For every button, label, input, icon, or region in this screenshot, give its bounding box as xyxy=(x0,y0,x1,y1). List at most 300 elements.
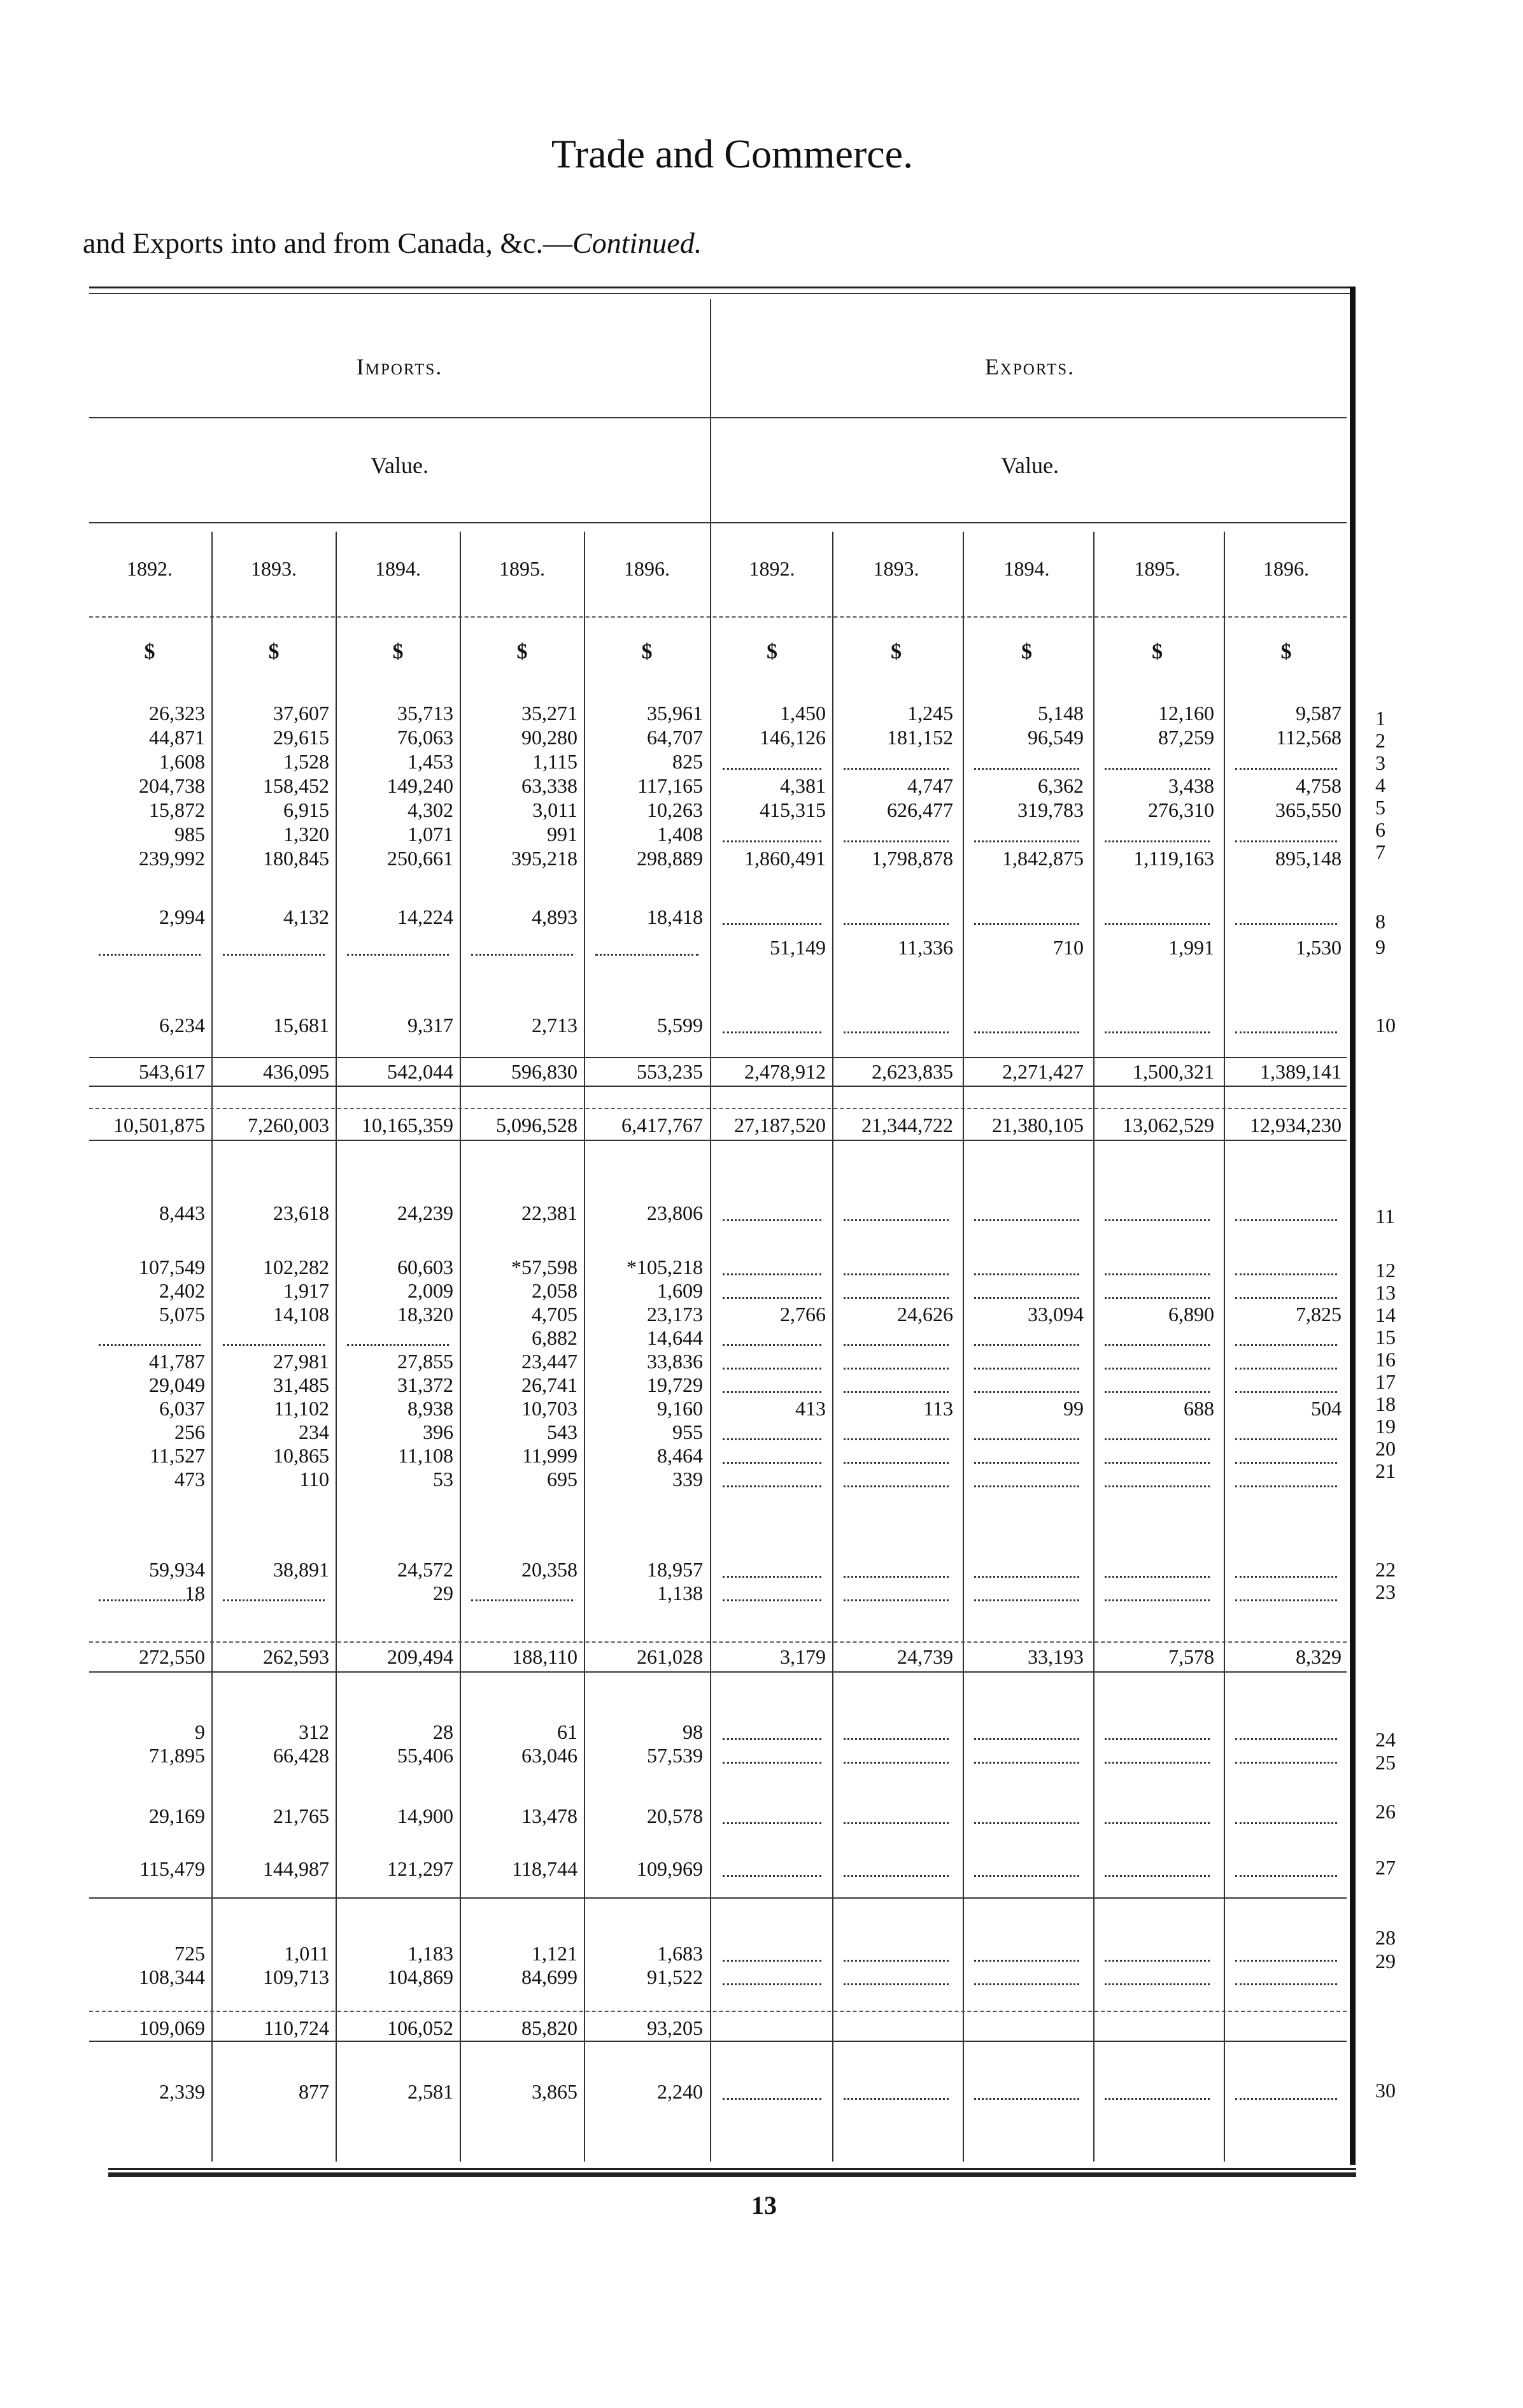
leader-dots xyxy=(844,1738,949,1740)
subtotal-rule-3b xyxy=(89,2041,1347,2042)
leader-dots xyxy=(723,768,821,770)
table-cell: 256 xyxy=(174,1420,205,1443)
table-cell: 1,183 xyxy=(407,1942,453,1965)
table-cell: 3,179 xyxy=(780,1645,826,1668)
table-cell: 4,758 xyxy=(1296,774,1342,797)
table-cell: 85,820 xyxy=(521,2016,577,2039)
table-cell: 158,452 xyxy=(263,774,329,797)
table-cell: 5,599 xyxy=(657,1014,703,1037)
table-cell: 5,096,528 xyxy=(496,1114,577,1137)
table-cell: 1,608 xyxy=(159,750,205,773)
table-cell: 106,052 xyxy=(387,2016,453,2039)
table-cell: 110,724 xyxy=(264,2016,329,2039)
table-cell: 18,957 xyxy=(647,1558,703,1581)
leader-dots xyxy=(844,1368,949,1370)
leader-dots xyxy=(723,1031,821,1033)
leader-dots xyxy=(1235,1438,1337,1440)
leader-dots xyxy=(974,1391,1079,1393)
leader-dots xyxy=(347,954,449,956)
leader-dots xyxy=(99,954,201,956)
leader-dots xyxy=(723,1875,821,1877)
table-cell: 1,115 xyxy=(532,750,577,773)
currency-symbol-2: $ xyxy=(392,640,404,663)
table-cell: 11,102 xyxy=(274,1397,329,1420)
table-cell: 24,626 xyxy=(897,1303,953,1326)
leader-dots xyxy=(1105,1738,1210,1740)
table-cell: 20,358 xyxy=(521,1558,577,1581)
table-cell: 33,193 xyxy=(1028,1645,1084,1668)
table-cell: 209,494 xyxy=(387,1645,453,1668)
table-cell: 339 xyxy=(672,1468,703,1491)
table-cell: 91,522 xyxy=(647,1965,703,1988)
header-rule-3 xyxy=(89,616,1347,618)
subtotal-rule-2b xyxy=(89,1671,1347,1673)
currency-symbol-1: $ xyxy=(268,640,280,663)
line-number: 5 xyxy=(1375,796,1385,819)
table-cell: 26,741 xyxy=(521,1373,577,1396)
leader-dots xyxy=(974,1438,1079,1440)
table-cell: 10,703 xyxy=(521,1397,577,1420)
leader-dots xyxy=(974,1219,1079,1221)
table-cell: 60,603 xyxy=(397,1256,453,1278)
table-cell: 1,683 xyxy=(657,1942,703,1965)
line-number: 12 xyxy=(1375,1259,1396,1282)
line-number: 25 xyxy=(1375,1751,1396,1774)
table-cell: 9,160 xyxy=(657,1397,703,1420)
table-cell: 312 xyxy=(299,1720,329,1743)
table-cell: 11,527 xyxy=(150,1444,205,1467)
leader-dots xyxy=(844,840,949,842)
column-rule-9 xyxy=(1224,532,1225,2162)
leader-dots xyxy=(723,1983,821,1985)
leader-dots xyxy=(1235,1576,1337,1578)
table-cell: 15,872 xyxy=(149,798,205,821)
table-cell: 1,011 xyxy=(284,1942,329,1965)
leader-dots xyxy=(844,1822,949,1824)
table-cell: 9,587 xyxy=(1296,702,1342,725)
line-number: 11 xyxy=(1375,1205,1395,1228)
table-cell: 12,160 xyxy=(1158,702,1214,725)
line-number: 21 xyxy=(1375,1459,1396,1482)
line-number: 15 xyxy=(1375,1326,1396,1349)
leader-dots xyxy=(723,1822,821,1824)
leader-dots xyxy=(1105,1391,1210,1393)
table-cell: 2,581 xyxy=(407,2080,453,2103)
leader-dots xyxy=(974,1297,1079,1299)
table-cell: 11,108 xyxy=(398,1444,453,1467)
line-number: 16 xyxy=(1375,1348,1396,1371)
table-cell: 115,479 xyxy=(139,1857,205,1880)
leader-dots xyxy=(347,1344,449,1346)
leader-dots xyxy=(1235,923,1337,925)
leader-dots xyxy=(844,1462,949,1464)
table-cell: 895,148 xyxy=(1275,847,1342,870)
leader-dots xyxy=(1235,840,1337,842)
column-rule-4 xyxy=(584,532,585,2162)
page-number: 13 xyxy=(751,2191,777,2220)
subtotal-rule-3 xyxy=(89,2011,1347,2012)
leader-dots xyxy=(1105,1368,1210,1370)
line-number: 9 xyxy=(1375,935,1385,958)
table-cell: 2,623,835 xyxy=(872,1060,953,1083)
leader-dots xyxy=(723,1599,821,1601)
leader-dots xyxy=(723,1273,821,1275)
line-number: 26 xyxy=(1375,1800,1396,1823)
table-cell: 1,450 xyxy=(780,702,826,725)
table-cell: 1,842,875 xyxy=(1002,847,1084,870)
table-top-rule-inner xyxy=(89,293,1355,294)
line-number: 27 xyxy=(1375,1856,1396,1879)
table-cell: 8,329 xyxy=(1296,1645,1342,1668)
leader-dots xyxy=(723,1485,821,1487)
leader-dots xyxy=(974,1031,1079,1033)
table-cell: 7,260,003 xyxy=(248,1114,329,1137)
table-cell: 27,981 xyxy=(273,1350,329,1373)
table-right-border xyxy=(1350,287,1356,2165)
table-cell: 1,991 xyxy=(1168,936,1214,959)
table-cell: 2,766 xyxy=(780,1303,826,1326)
table-cell: 21,380,105 xyxy=(992,1114,1084,1137)
leader-dots xyxy=(974,1762,1079,1764)
leader-dots xyxy=(974,1344,1079,1346)
header-rule-1 xyxy=(89,417,1347,418)
table-cell: 319,783 xyxy=(1017,798,1084,821)
table-cell: 21,344,722 xyxy=(861,1114,953,1137)
table-cell: 7,578 xyxy=(1168,1645,1214,1668)
table-cell: 29,169 xyxy=(149,1804,205,1827)
leader-dots xyxy=(974,1599,1079,1601)
table-cell: 1,609 xyxy=(657,1279,703,1302)
table-cell: 2,339 xyxy=(159,2080,205,2103)
table-cell: 29,615 xyxy=(273,726,329,749)
leader-dots xyxy=(974,1273,1079,1275)
table-cell: 20,578 xyxy=(647,1804,703,1827)
table-cell: 104,869 xyxy=(387,1965,453,1988)
leader-dots xyxy=(844,1297,949,1299)
leader-dots xyxy=(1235,768,1337,770)
table-cell: 1,453 xyxy=(407,750,453,773)
table-cell: 1,320 xyxy=(283,823,329,846)
table-cell: 436,095 xyxy=(263,1060,329,1083)
leader-dots xyxy=(844,1391,949,1393)
leader-dots xyxy=(1235,1462,1337,1464)
table-cell: 2,058 xyxy=(532,1279,577,1302)
leader-dots xyxy=(99,1344,201,1346)
table-top-rule xyxy=(89,287,1355,288)
table-cell: 1,528 xyxy=(283,750,329,773)
leader-dots xyxy=(1105,1344,1210,1346)
leader-dots xyxy=(723,1344,821,1346)
table-cell: 3,865 xyxy=(532,2080,577,2103)
table-cell: 6,915 xyxy=(283,798,329,821)
subtotal-rule-2 xyxy=(89,1641,1347,1643)
table-cell: 112,568 xyxy=(1276,726,1342,749)
table-cell: 63,338 xyxy=(521,774,577,797)
table-cell: 41,787 xyxy=(149,1350,205,1373)
leader-dots xyxy=(974,2098,1079,2100)
leader-dots xyxy=(471,954,573,956)
year-header-2: 1894. xyxy=(375,557,421,580)
column-rule-1 xyxy=(211,532,213,2162)
leader-dots xyxy=(844,768,949,770)
leader-dots xyxy=(723,1576,821,1578)
table-cell: 261,028 xyxy=(637,1645,703,1668)
table-cell: 2,402 xyxy=(159,1279,205,1302)
leader-dots xyxy=(844,2098,949,2100)
table-cell: 4,747 xyxy=(907,774,953,797)
line-number: 3 xyxy=(1375,751,1385,774)
table-cell: 4,132 xyxy=(283,905,329,928)
line-number: 29 xyxy=(1375,1950,1396,1972)
leader-dots xyxy=(844,1762,949,1764)
table-cell: 298,889 xyxy=(637,847,703,870)
table-cell: 985 xyxy=(174,823,205,846)
table-cell: 395,218 xyxy=(511,847,577,870)
leader-dots xyxy=(974,1576,1079,1578)
table-cell: 1,860,491 xyxy=(744,847,826,870)
table-cell: 5,148 xyxy=(1038,702,1084,725)
leader-dots xyxy=(1235,1875,1337,1877)
column-rule-6 xyxy=(832,532,833,2162)
page-title: Trade and Commerce. xyxy=(551,131,914,176)
year-header-8: 1895. xyxy=(1134,557,1180,580)
currency-symbol-3: $ xyxy=(516,640,528,663)
currency-symbol-8: $ xyxy=(1152,640,1163,663)
table-cell: 2,713 xyxy=(532,1014,577,1037)
table-cell: 1,071 xyxy=(407,823,453,846)
table-cell: 110 xyxy=(299,1468,329,1491)
table-cell: 63,046 xyxy=(521,1744,577,1767)
table-cell: 239,992 xyxy=(139,847,205,870)
table-cell: 6,362 xyxy=(1038,774,1084,797)
table-cell: 108,344 xyxy=(139,1965,205,1988)
leader-dots xyxy=(1235,1273,1337,1275)
leader-dots xyxy=(1105,1031,1210,1033)
leader-dots xyxy=(974,1960,1079,1962)
leader-dots xyxy=(1235,1762,1337,1764)
table-cell: 8,464 xyxy=(657,1444,703,1467)
leader-dots xyxy=(1235,1368,1337,1370)
exports-value-header: Value. xyxy=(1001,453,1059,478)
table-cell: 66,428 xyxy=(273,1744,329,1767)
table-cell: 543,617 xyxy=(139,1060,205,1083)
table-cell: 6,234 xyxy=(159,1014,205,1037)
table-cell: 181,152 xyxy=(887,726,953,749)
leader-dots xyxy=(595,954,698,956)
table-cell: 710 xyxy=(1053,936,1084,959)
line-number: 17 xyxy=(1375,1370,1396,1393)
table-cell: 19,729 xyxy=(647,1373,703,1396)
table-cell: 504 xyxy=(1311,1397,1342,1420)
table-cell: 149,240 xyxy=(387,774,453,797)
table-cell: *57,598 xyxy=(511,1256,577,1278)
subtotal-rule-1 xyxy=(89,1057,1347,1058)
table-cell: 1,530 xyxy=(1296,936,1342,959)
leader-dots xyxy=(844,1983,949,1985)
table-cell: 76,063 xyxy=(397,726,453,749)
table-cell: 13,478 xyxy=(521,1804,577,1827)
table-cell: 31,485 xyxy=(273,1373,329,1396)
leader-dots xyxy=(1235,1822,1337,1824)
leader-dots xyxy=(844,1438,949,1440)
leader-dots xyxy=(844,1031,949,1033)
imports-exports-divider xyxy=(710,299,711,2162)
table-cell: 96,549 xyxy=(1028,726,1084,749)
line-number: 1 xyxy=(1375,707,1385,730)
leader-dots xyxy=(844,1960,949,1962)
table-cell: 38,891 xyxy=(273,1558,329,1581)
table-cell: 415,315 xyxy=(760,798,826,821)
table-subtitle xyxy=(83,226,702,260)
leader-dots xyxy=(974,1368,1079,1370)
line-number: 6 xyxy=(1375,818,1385,841)
table-cell: 37,607 xyxy=(273,702,329,725)
line-number: 4 xyxy=(1375,774,1385,797)
leader-dots xyxy=(723,1438,821,1440)
table-cell: 272,550 xyxy=(139,1645,205,1668)
leader-dots xyxy=(471,1599,573,1601)
leader-dots xyxy=(974,923,1079,925)
year-header-1: 1893. xyxy=(251,557,297,580)
table-cell: 29,049 xyxy=(149,1373,205,1396)
leader-dots xyxy=(844,1599,949,1601)
line-number: 24 xyxy=(1375,1728,1396,1751)
table-cell: 2,009 xyxy=(407,1279,453,1302)
table-cell: 4,705 xyxy=(532,1303,577,1326)
leader-dots xyxy=(223,954,325,956)
table-cell: 31,372 xyxy=(397,1373,453,1396)
leader-dots xyxy=(844,1875,949,1877)
table-cell: 396 xyxy=(423,1420,453,1443)
table-cell: 365,550 xyxy=(1275,798,1342,821)
leader-dots xyxy=(1105,1983,1210,1985)
line-number: 14 xyxy=(1375,1303,1396,1326)
leader-dots xyxy=(1105,1219,1210,1221)
table-cell: 23,447 xyxy=(521,1350,577,1373)
table-cell: 6,037 xyxy=(159,1397,205,1420)
table-cell: 21,765 xyxy=(273,1804,329,1827)
table-cell: 118,744 xyxy=(512,1857,577,1880)
leader-dots xyxy=(974,1983,1079,1985)
table-cell: 53 xyxy=(433,1468,453,1491)
table-cell: 4,381 xyxy=(780,774,826,797)
table-cell: 596,830 xyxy=(511,1060,577,1083)
leader-dots xyxy=(1235,1599,1337,1601)
table-cell: 87,259 xyxy=(1158,726,1214,749)
leader-dots xyxy=(723,1960,821,1962)
table-cell: 1,500,321 xyxy=(1133,1060,1214,1083)
table-cell: 11,999 xyxy=(522,1444,577,1467)
leader-dots xyxy=(1105,923,1210,925)
table-cell: 6,417,767 xyxy=(621,1114,703,1137)
table-cell: 10,165,359 xyxy=(362,1114,453,1137)
table-cell: 6,890 xyxy=(1168,1303,1214,1326)
table-cell: 1,121 xyxy=(532,1942,577,1965)
table-cell: 90,280 xyxy=(521,726,577,749)
leader-dots xyxy=(974,768,1079,770)
leader-dots xyxy=(723,1462,821,1464)
table-cell: 9 xyxy=(195,1720,205,1743)
table-cell: 121,297 xyxy=(387,1857,453,1880)
table-cell: 18,320 xyxy=(397,1303,453,1326)
leader-dots xyxy=(1105,840,1210,842)
table-cell: 146,126 xyxy=(760,726,826,749)
leader-dots xyxy=(1105,1576,1210,1578)
table-cell: 35,713 xyxy=(397,702,453,725)
leader-dots xyxy=(974,840,1079,842)
table-cell: 55,406 xyxy=(397,1744,453,1767)
leader-dots xyxy=(1235,1738,1337,1740)
table-cell: 1,917 xyxy=(283,1279,329,1302)
table-cell: 18,418 xyxy=(647,905,703,928)
table-cell: 27,855 xyxy=(397,1350,453,1373)
leader-dots xyxy=(1105,2098,1210,2100)
leader-dots xyxy=(223,1599,325,1601)
table-cell: 8,443 xyxy=(159,1201,205,1224)
leader-dots xyxy=(723,1391,821,1393)
leader-dots xyxy=(844,1576,949,1578)
table-cell: 5,075 xyxy=(159,1303,205,1326)
table-cell: 2,994 xyxy=(159,905,205,928)
table-bottom-rule-heavy xyxy=(108,2172,1356,2177)
table-cell: 1,389,141 xyxy=(1260,1060,1342,1083)
leader-dots xyxy=(1105,1822,1210,1824)
imports-header: Imports. xyxy=(356,354,443,379)
table-cell: 11,336 xyxy=(898,936,953,959)
leader-dots xyxy=(1105,1875,1210,1877)
table-cell: 44,871 xyxy=(149,726,205,749)
leader-dots xyxy=(1105,1273,1210,1275)
leader-dots xyxy=(723,2098,821,2100)
table-cell: 107,549 xyxy=(139,1256,205,1278)
table-cell: 725 xyxy=(174,1942,205,1965)
table-cell: 57,539 xyxy=(647,1744,703,1767)
currency-symbol-5: $ xyxy=(767,640,777,663)
table-cell: 24,739 xyxy=(897,1645,953,1668)
table-cell: 542,044 xyxy=(387,1060,453,1083)
leader-dots xyxy=(844,1219,949,1221)
table-cell: 144,987 xyxy=(263,1857,329,1880)
table-cell: 1,119,163 xyxy=(1133,847,1214,870)
year-header-5: 1892. xyxy=(749,557,795,580)
table-cell: 109,713 xyxy=(263,1965,329,1988)
leader-dots xyxy=(1235,1485,1337,1487)
year-header-4: 1896. xyxy=(624,557,670,580)
line-number: 22 xyxy=(1375,1558,1396,1581)
leader-dots xyxy=(1235,1344,1337,1346)
table-cell: 626,477 xyxy=(887,798,953,821)
table-cell: 955 xyxy=(672,1420,703,1443)
table-cell: 15,681 xyxy=(273,1014,329,1037)
subtitle-continued: Continued. xyxy=(572,227,702,259)
table-cell: 204,738 xyxy=(139,774,205,797)
leader-dots xyxy=(1105,1462,1210,1464)
currency-symbol-6: $ xyxy=(891,640,902,663)
table-cell: 1,408 xyxy=(657,823,703,846)
table-cell: 109,969 xyxy=(637,1857,703,1880)
exports-header: Exports. xyxy=(984,354,1075,379)
leader-dots xyxy=(1105,1438,1210,1440)
currency-symbol-0: $ xyxy=(144,640,155,663)
table-cell: 991 xyxy=(547,823,577,846)
table-cell: 98 xyxy=(683,1720,703,1743)
year-header-7: 1894. xyxy=(1003,557,1050,580)
line-number: 10 xyxy=(1375,1014,1396,1037)
table-cell: 234 xyxy=(299,1420,329,1443)
table-cell: 12,934,230 xyxy=(1250,1114,1342,1137)
leader-dots xyxy=(723,1738,821,1740)
line-number: 7 xyxy=(1375,840,1385,863)
